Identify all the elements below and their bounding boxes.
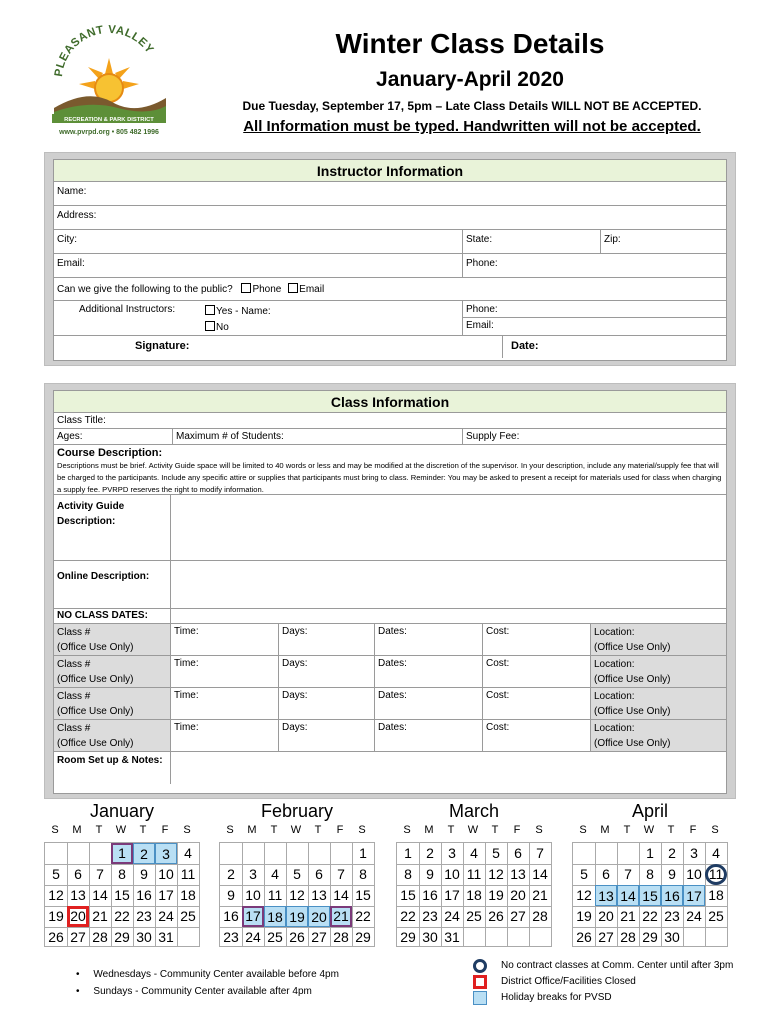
dates-field[interactable]: Dates: bbox=[374, 656, 482, 687]
calendar-day: 11 bbox=[705, 864, 727, 885]
month-grid bbox=[572, 842, 728, 947]
description-instructions: Descriptions must be brief. Activity Guide space will be limited to 40 words or less and may be modified at the discretion of the supervisor. In your description, include any material/supply fee that will be charged to the participants. Include any specific attire or supplies that participants must bring to class. Reminder: You may be asked to present a receipt for materials used for class when charging a supply fee. PVRPD reserves the right to modify information. bbox=[57, 461, 722, 494]
weekday-label: W bbox=[290, 824, 302, 836]
legend-bullets bbox=[76, 966, 339, 1000]
calendar-day: 24 bbox=[686, 908, 702, 924]
cost-field[interactable]: Cost: bbox=[482, 688, 590, 719]
calendar-day: 30 bbox=[664, 929, 680, 945]
weekday-label: S bbox=[226, 824, 234, 836]
calendar-day: 10 bbox=[686, 866, 702, 882]
additional-phone-field[interactable]: Phone: bbox=[463, 301, 726, 318]
calendar-day: 30 bbox=[422, 929, 438, 945]
location-cell: Location: (Office Use Only) bbox=[590, 624, 726, 655]
weekday-label: F bbox=[336, 824, 344, 836]
calendar-day: 9 bbox=[426, 866, 434, 882]
class-number-cell: Class # (Office Use Only) bbox=[54, 688, 170, 719]
calendar-day: 7 bbox=[337, 866, 345, 882]
month-name: April bbox=[631, 801, 668, 821]
weekday-label: F bbox=[689, 824, 697, 836]
month-grid bbox=[396, 842, 552, 947]
calendar-day: 12 bbox=[48, 887, 64, 903]
calendar-day: 28 bbox=[532, 908, 548, 924]
calendar-day: 7 bbox=[536, 845, 544, 861]
weekday-header bbox=[44, 824, 200, 838]
legend-circle-row: No contract classes at Comm. Center until after 3pm bbox=[473, 958, 733, 974]
calendar-day: 28 bbox=[333, 929, 349, 945]
calendar-day: 5 bbox=[293, 866, 301, 882]
calendar-day: 22 bbox=[355, 908, 371, 924]
month-grid bbox=[219, 842, 375, 947]
svg-text:PLEASANT VALLEY bbox=[53, 24, 156, 78]
month-name: January bbox=[89, 801, 155, 821]
calendar-day: 9 bbox=[227, 887, 235, 903]
calendar-day: 6 bbox=[74, 866, 82, 882]
weekday-label: F bbox=[161, 824, 169, 836]
calendar-day: 7 bbox=[624, 866, 632, 882]
class-section bbox=[44, 383, 736, 799]
calendar-february bbox=[219, 800, 375, 947]
calendar-day: 4 bbox=[184, 845, 192, 861]
calendar-day: 5 bbox=[492, 845, 500, 861]
calendar-day: 31 bbox=[444, 929, 460, 945]
calendar-day: 29 bbox=[355, 929, 371, 945]
calendar-day: 6 bbox=[514, 845, 522, 861]
weekday-label: T bbox=[270, 824, 278, 836]
instructor-section bbox=[44, 152, 736, 366]
weekday-label: T bbox=[314, 824, 322, 836]
class-number-cell: Class # (Office Use Only) bbox=[54, 656, 170, 687]
calendar-day: 21 bbox=[532, 887, 548, 903]
calendar-day: 4 bbox=[470, 845, 478, 861]
calendar-day: 29 bbox=[400, 929, 416, 945]
weekday-header bbox=[572, 824, 728, 838]
calendar-january bbox=[44, 800, 200, 947]
calendar-day: 19 bbox=[576, 908, 592, 924]
supply-fee-field[interactable]: Supply Fee: bbox=[462, 429, 726, 444]
public-question bbox=[54, 278, 327, 300]
yes-checkbox[interactable] bbox=[205, 305, 215, 315]
class-schedule-row bbox=[54, 624, 726, 656]
class-schedule-row bbox=[54, 720, 726, 752]
weekday-label: T bbox=[95, 824, 103, 836]
calendar-april bbox=[572, 800, 728, 947]
weekday-label: S bbox=[579, 824, 587, 836]
calendar-day: 26 bbox=[488, 908, 504, 924]
calendar-day: 10 bbox=[444, 866, 460, 882]
page-subtitle: January-April 2020 bbox=[376, 68, 564, 91]
room-setup-label: Room Set up & Notes: bbox=[57, 755, 163, 766]
address-field[interactable]: Address: bbox=[57, 210, 97, 221]
calendar-day: 10 bbox=[158, 866, 174, 882]
calendar-day: 22 bbox=[400, 908, 416, 924]
days-field[interactable]: Days: bbox=[278, 720, 374, 751]
calendar-day: 1 bbox=[646, 845, 654, 861]
calendar-day: 13 bbox=[595, 885, 617, 906]
calendar-day: 13 bbox=[70, 887, 86, 903]
due-note: Due Tuesday, September 17, 5pm – Late Class Details WILL NOT BE ACCEPTED. bbox=[242, 99, 702, 113]
public-email-label: Email bbox=[299, 284, 325, 295]
calendar-day: 18 bbox=[264, 906, 286, 927]
calendar-day: 23 bbox=[664, 908, 680, 924]
calendar-day: 14 bbox=[92, 887, 108, 903]
month-name: February bbox=[260, 801, 334, 821]
no-class-dates-label: NO CLASS DATES: bbox=[57, 610, 148, 621]
calendar-day: 15 bbox=[400, 887, 416, 903]
time-field[interactable]: Time: bbox=[170, 656, 278, 687]
no-checkbox[interactable] bbox=[205, 321, 215, 331]
time-field[interactable]: Time: bbox=[170, 720, 278, 751]
calendar-day: 14 bbox=[333, 887, 349, 903]
navy-circle-icon bbox=[473, 959, 487, 973]
room-setup-input[interactable] bbox=[170, 752, 726, 784]
calendar-day: 17 bbox=[242, 906, 264, 927]
calendar-day: 8 bbox=[404, 866, 412, 882]
calendar-day: 23 bbox=[422, 908, 438, 924]
calendar-day: 12 bbox=[576, 887, 592, 903]
online-description-input[interactable] bbox=[170, 561, 726, 608]
calendar-day: 26 bbox=[48, 929, 64, 945]
city-field[interactable]: City: bbox=[57, 234, 77, 245]
time-field[interactable]: Time: bbox=[170, 688, 278, 719]
calendar-day: 15 bbox=[355, 887, 371, 903]
calendar-day: 18 bbox=[466, 887, 482, 903]
page-title: Winter Class Details bbox=[335, 28, 605, 59]
calendar-day: 28 bbox=[620, 929, 636, 945]
class-schedule-row bbox=[54, 688, 726, 720]
calendar-day: 29 bbox=[114, 929, 130, 945]
weekday-label: M bbox=[600, 824, 610, 836]
typed-note: All Information must be typed. Handwritten will not be accepted. bbox=[243, 118, 701, 135]
activity-guide-label: Activity Guide Description: bbox=[57, 501, 125, 527]
weekday-label: S bbox=[535, 824, 543, 836]
weekday-label: T bbox=[139, 824, 147, 836]
zip-field[interactable]: Zip: bbox=[600, 230, 726, 253]
calendar-day: 29 bbox=[642, 929, 658, 945]
red-square-icon bbox=[473, 975, 487, 989]
no-label: No bbox=[216, 322, 229, 333]
name-field[interactable]: Name: bbox=[57, 186, 87, 197]
weekday-label: S bbox=[51, 824, 59, 836]
calendar-day: 3 bbox=[155, 843, 177, 864]
calendar-day: 8 bbox=[646, 866, 654, 882]
calendar-day: 13 bbox=[311, 887, 327, 903]
calendar-day: 11 bbox=[466, 866, 482, 882]
class-number-cell: Class # (Office Use Only) bbox=[54, 720, 170, 751]
calendar-day: 24 bbox=[158, 908, 174, 924]
calendar-day: 27 bbox=[311, 929, 327, 945]
weekday-label: S bbox=[358, 824, 366, 836]
weekday-label: F bbox=[513, 824, 521, 836]
weekday-label: W bbox=[467, 824, 479, 836]
weekday-label: M bbox=[72, 824, 82, 836]
calendar-day: 1 bbox=[111, 843, 133, 864]
course-description-label: Course Description: bbox=[57, 447, 163, 459]
weekday-header bbox=[219, 824, 375, 838]
month-grid bbox=[44, 842, 200, 947]
weekday-label: W bbox=[643, 824, 655, 836]
weekday-label: W bbox=[115, 824, 127, 836]
calendar-day: 20 bbox=[598, 908, 614, 924]
calendar-day: 24 bbox=[444, 908, 460, 924]
calendar-day: 3 bbox=[690, 845, 698, 861]
calendar-day: 16 bbox=[422, 887, 438, 903]
days-field[interactable]: Days: bbox=[278, 688, 374, 719]
calendar-day: 16 bbox=[223, 908, 239, 924]
calendar-day: 13 bbox=[510, 866, 526, 882]
calendar-day: 27 bbox=[598, 929, 614, 945]
calendar-day: 24 bbox=[245, 929, 261, 945]
month-name: March bbox=[448, 801, 499, 821]
logo-contact: www.pvrpd.org • 805 482 1996 bbox=[59, 129, 159, 136]
weekday-label: T bbox=[667, 824, 675, 836]
calendar-day: 18 bbox=[180, 887, 196, 903]
calendar-day: 12 bbox=[289, 887, 305, 903]
email-field[interactable]: Email: bbox=[57, 258, 85, 269]
calendar-day: 4 bbox=[271, 866, 279, 882]
cost-field[interactable]: Cost: bbox=[482, 624, 590, 655]
calendar-day: 22 bbox=[642, 908, 658, 924]
calendar-day: 9 bbox=[668, 866, 676, 882]
calendar-day: 8 bbox=[118, 866, 126, 882]
weekday-label: T bbox=[447, 824, 455, 836]
calendar-day: 2 bbox=[133, 843, 155, 864]
additional-options bbox=[202, 301, 462, 335]
calendar-day: 21 bbox=[330, 906, 352, 927]
calendar-day: 2 bbox=[668, 845, 676, 861]
calendar-day: 27 bbox=[70, 929, 86, 945]
public-question-label: Can we give the following to the public? bbox=[57, 284, 233, 295]
calendar-day: 25 bbox=[466, 908, 482, 924]
public-phone-checkbox[interactable] bbox=[241, 283, 251, 293]
weekday-label: M bbox=[247, 824, 257, 836]
calendar-day: 16 bbox=[136, 887, 152, 903]
calendar-day: 10 bbox=[245, 887, 261, 903]
calendar-day: 4 bbox=[712, 845, 720, 861]
calendar-day: 25 bbox=[708, 908, 724, 924]
calendar-day: 26 bbox=[576, 929, 592, 945]
calendar-day: 3 bbox=[448, 845, 456, 861]
calendar-day: 6 bbox=[602, 866, 610, 882]
weekday-label: S bbox=[711, 824, 719, 836]
days-field[interactable]: Days: bbox=[278, 656, 374, 687]
calendar-day: 19 bbox=[488, 887, 504, 903]
calendar-day: 5 bbox=[580, 866, 588, 882]
calendar-day: 1 bbox=[404, 845, 412, 861]
calendar-day: 17 bbox=[158, 887, 174, 903]
calendar-day: 20 bbox=[67, 906, 89, 927]
weekday-label: S bbox=[403, 824, 411, 836]
no-class-dates-input[interactable] bbox=[170, 609, 726, 623]
weekday-header bbox=[396, 824, 552, 838]
calendar-day: 30 bbox=[136, 929, 152, 945]
legend-bullet-item: • Wednesdays - Community Center available before 4pm bbox=[76, 969, 339, 980]
calendar-day: 19 bbox=[286, 906, 308, 927]
calendar-march bbox=[396, 800, 552, 947]
calendar-day: 28 bbox=[92, 929, 108, 945]
blue-square-icon bbox=[473, 991, 487, 1005]
legend-blue-row: Holiday breaks for PVSD bbox=[473, 990, 733, 1006]
calendar-day: 5 bbox=[52, 866, 60, 882]
class-number-cell: Class # (Office Use Only) bbox=[54, 624, 170, 655]
days-field[interactable]: Days: bbox=[278, 624, 374, 655]
calendar-day: 18 bbox=[708, 887, 724, 903]
calendar-day: 8 bbox=[359, 866, 367, 882]
calendar-day: 11 bbox=[267, 887, 283, 903]
calendar-day: 15 bbox=[639, 885, 661, 906]
legend-red-row: District Office/Facilities Closed bbox=[473, 974, 733, 990]
weekday-label: T bbox=[623, 824, 631, 836]
location-cell: Location: (Office Use Only) bbox=[590, 656, 726, 687]
weekday-label: T bbox=[491, 824, 499, 836]
calendar-day: 14 bbox=[617, 885, 639, 906]
state-field[interactable]: State: bbox=[462, 230, 600, 253]
calendar-day: 21 bbox=[620, 908, 636, 924]
online-description-label: Online Description: bbox=[57, 571, 150, 582]
calendar-day: 19 bbox=[48, 908, 64, 924]
pvrpd-logo bbox=[48, 22, 170, 138]
calendar-day: 14 bbox=[532, 866, 548, 882]
location-cell: Location: (Office Use Only) bbox=[590, 688, 726, 719]
dates-field[interactable]: Dates: bbox=[374, 720, 482, 751]
instructor-heading: Instructor Information bbox=[54, 160, 726, 182]
class-heading: Class Information bbox=[54, 391, 726, 413]
calendar-day: 27 bbox=[510, 908, 526, 924]
dates-field[interactable]: Dates: bbox=[374, 688, 482, 719]
calendar-day: 17 bbox=[444, 887, 460, 903]
class-schedule-row bbox=[54, 656, 726, 688]
calendar-day: 21 bbox=[92, 908, 108, 924]
calendar-day: 1 bbox=[359, 845, 367, 861]
weekday-label: M bbox=[424, 824, 434, 836]
yes-name-label: Yes - Name: bbox=[216, 306, 271, 317]
calendar-day: 26 bbox=[289, 929, 305, 945]
calendar-day: 23 bbox=[223, 929, 239, 945]
calendar-day: 3 bbox=[249, 866, 257, 882]
calendar-day: 9 bbox=[140, 866, 148, 882]
calendar-day: 23 bbox=[136, 908, 152, 924]
calendar-day: 6 bbox=[315, 866, 323, 882]
signature-date-field[interactable]: Date: bbox=[502, 336, 726, 358]
cost-field[interactable]: Cost: bbox=[482, 656, 590, 687]
class-title-field[interactable]: Class Title: bbox=[57, 415, 106, 426]
additional-instructors-label: Additional Instructors: bbox=[79, 304, 176, 315]
calendar-day: 22 bbox=[114, 908, 130, 924]
logo-district: RECREATION & PARK DISTRICT bbox=[64, 117, 154, 123]
calendar-day: 12 bbox=[488, 866, 504, 882]
calendar-day: 20 bbox=[510, 887, 526, 903]
calendar-day: 25 bbox=[180, 908, 196, 924]
calendar-day: 31 bbox=[158, 929, 174, 945]
calendar-day: 2 bbox=[426, 845, 434, 861]
weekday-label: S bbox=[183, 824, 191, 836]
ages-field[interactable]: Ages: bbox=[57, 431, 83, 442]
calendar-day: 25 bbox=[267, 929, 283, 945]
calendar-day: 15 bbox=[114, 887, 130, 903]
calendar-day: 11 bbox=[180, 866, 196, 882]
logo-name: PLEASANT VALLEY bbox=[53, 23, 156, 78]
public-phone-label: Phone bbox=[252, 284, 282, 295]
max-students-field[interactable]: Maximum # of Students: bbox=[172, 429, 462, 444]
calendar-day: 2 bbox=[227, 866, 235, 882]
activity-guide-input[interactable] bbox=[170, 495, 726, 560]
public-email-checkbox[interactable] bbox=[288, 283, 298, 293]
legend-bullet-item: • Sundays - Community Center available after 4pm bbox=[76, 986, 312, 997]
signature-field[interactable]: Signature: bbox=[135, 340, 190, 352]
phone-field[interactable]: Phone: bbox=[462, 254, 726, 277]
calendar-day: 7 bbox=[96, 866, 104, 882]
additional-email-field[interactable]: Email: bbox=[466, 320, 494, 331]
dates-field[interactable]: Dates: bbox=[374, 624, 482, 655]
legend-key bbox=[473, 958, 733, 1006]
cost-field[interactable]: Cost: bbox=[482, 720, 590, 751]
time-field[interactable]: Time: bbox=[170, 624, 278, 655]
location-cell: Location: (Office Use Only) bbox=[590, 720, 726, 751]
calendar-day: 17 bbox=[683, 885, 705, 906]
calendar-day: 16 bbox=[661, 885, 683, 906]
calendar-day: 20 bbox=[308, 906, 330, 927]
